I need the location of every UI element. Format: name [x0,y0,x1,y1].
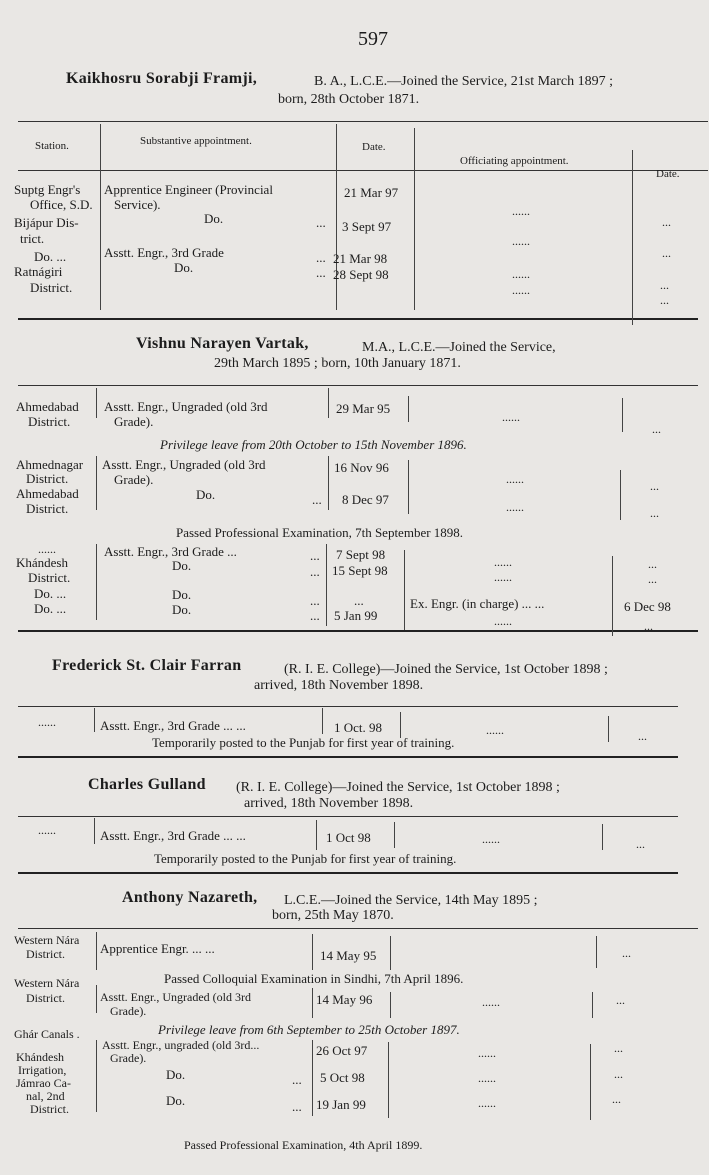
station-cell: nal, 2nd [26,1089,65,1103]
page-number: 597 [358,28,388,50]
table-2-col-rule [408,396,409,422]
entry-4-details: (R. I. E. College)—Joined the Service, 1st October 1898 ; [236,780,560,795]
entry-4-name: Charles Gulland [88,776,206,793]
table-2-col-rule [96,388,97,418]
off-date-cell: ... [650,506,659,520]
date-cell: 26 Oct 97 [316,1043,368,1058]
table-4-col-rule [316,820,317,850]
officiating-cell: ...... [478,1096,496,1110]
station-cell: Khándesh [16,1050,64,1064]
officiating-cell: ...... [494,614,512,628]
table-2-col-rule [622,398,623,432]
date-cell: 14 May 96 [316,992,373,1007]
table-4-top-rule [18,816,678,817]
table-3-col-rule [608,716,609,742]
table-5-col-rule [590,1044,591,1120]
date-cell: 1 Oct 98 [326,830,371,845]
appointment-cell: Grade). [110,1051,147,1065]
exam-note: Passed Professional Examination, 7th September 1898. [176,525,464,540]
station-cell: ...... [38,715,56,729]
date-cell: 28 Sept 98 [333,267,389,282]
table-2-col-rule [328,456,329,510]
dots: ... [310,564,320,579]
date-cell: 3 Sept 97 [342,219,392,234]
entry-3-details2: arrived, 18th November 1898. [254,678,424,693]
table-5-col-rule [96,985,97,1013]
officiating-cell: Ex. Engr. (in charge) ... ... [410,596,545,611]
dots: ... [292,1099,302,1114]
station-cell: Ghár Canals . [14,1027,80,1041]
entry-4-details2: arrived, 18th November 1898. [244,796,414,811]
table-1-col-rule [414,128,415,310]
table-5-col-rule [390,936,391,970]
table-2-col-rule [326,544,327,626]
date-cell: 21 Mar 98 [333,251,388,266]
table-4-col-rule [394,822,395,848]
appointment-cell: Do. [172,558,192,573]
table-2-col-rule [328,388,329,418]
officiating-cell: ...... [512,267,530,281]
officiating-cell: ...... [494,555,512,569]
dots: ... [316,215,326,230]
entry-1-name: Kaikhosru Sorabji Framji, [66,70,258,87]
appointment-cell: Asstt. Engr., Ungraded (old 3rd [102,457,266,472]
off-date-cell: ... [650,479,659,493]
station-cell: Khándesh [16,555,68,570]
off-date-cell: ... [648,557,657,571]
dots: ... [292,1072,302,1087]
table-2-col-rule [96,544,97,620]
appointment-cell: Asstt. Engr., 3rd Grade [104,245,224,260]
table-3-col-rule [322,708,323,734]
station-cell: District. [28,570,71,585]
appointment-cell: Asstt. Engr., Ungraded (old 3rd [100,990,251,1004]
dots: ... [310,548,320,563]
station-cell: District. [26,471,69,486]
station-cell: Ahmedabad [16,399,79,414]
off-date-cell: ... [622,946,631,960]
dots: ... [316,250,326,265]
officiating-cell: ...... [506,500,524,514]
leave-note: Privilege leave from 20th October to 15th November 1896. [160,437,467,452]
appointment-cell: Service). [114,197,161,212]
posting-note: Temporarily posted to the Punjab for first year of training. [154,851,457,866]
date-cell: 21 Mar 97 [344,185,399,200]
dots: ... [316,265,326,280]
date-cell: 5 Jan 99 [334,608,378,623]
appointment-cell: Apprentice Engr. ... ... [100,941,215,956]
date-cell: 14 May 95 [320,948,377,963]
footer-note: Passed Professional Examination, 4th April 1899. [184,1138,423,1152]
appointment-cell: Do. [172,587,192,602]
officiating-cell: ...... [502,410,520,424]
station-cell: Western Nára [14,933,80,947]
off-date-cell: ... [614,1041,623,1055]
station-cell: Ahmednagar [16,457,84,472]
station-cell: Do. ... [34,601,67,616]
date-cell: 29 Mar 95 [336,401,391,416]
date-cell: 19 Jan 99 [316,1097,366,1112]
appointment-cell: Asstt. Engr., 3rd Grade ... ... [100,828,246,843]
table-4-bottom-rule [18,872,678,874]
entry-5-name: Anthony Nazareth, [122,889,258,906]
date-cell: ... [354,593,364,608]
station-cell: Ahmedabad [16,486,79,501]
station-cell: trict. [20,231,45,246]
table-2-col-rule [612,556,613,636]
entry-2-details2: 29th March 1895 ; born, 10th January 1871. [214,356,461,371]
colloquial-note: Passed Colloquial Examination in Sindhi, 7th April 1896. [164,971,464,986]
off-date-cell: ... [660,278,669,292]
appointment-cell: Grade). [114,414,154,429]
col-header-officiating: Officiating appointment. [460,155,569,167]
date-cell: 7 Sept 98 [336,547,386,562]
date-cell: 15 Sept 98 [332,563,388,578]
entry-1-details: B. A., L.C.E.—Joined the Service, 21st March 1897 ; [314,74,614,89]
officiating-cell: ...... [478,1046,496,1060]
date-cell: 5 Oct 98 [320,1070,365,1085]
appointment-cell: Do. [166,1093,186,1108]
col-header-substantive: Substantive appointment. [140,135,252,147]
table-5-col-rule [312,1040,313,1116]
table-1-bottom-rule [18,318,698,320]
table-1-top-rule [18,121,708,122]
dots: ... [310,608,320,623]
off-date-cell: ... [636,837,645,851]
table-3-bottom-rule [18,756,678,758]
off-date-cell: ... [660,293,669,307]
off-date-cell: ... [662,246,671,260]
off-date-cell: ... [616,993,625,1007]
station-cell: Do. ... [34,586,67,601]
leave-note: Privilege leave from 6th September to 25th October 1897. [158,1022,460,1037]
appointment-cell: Asstt. Engr., 3rd Grade ... ... [100,718,246,733]
station-cell: District. [26,947,65,961]
table-3-top-rule [18,706,678,707]
station-cell: District. [30,280,73,295]
table-3-col-rule [94,708,95,732]
appointment-cell: Do. [204,211,224,226]
date-cell: 16 Nov 96 [334,460,389,475]
table-5-col-rule [390,992,391,1018]
off-date-cell: ... [614,1067,623,1081]
posting-note: Temporarily posted to the Punjab for first year of training. [152,735,455,750]
off-date-cell: ... [644,619,653,633]
appointment-cell: Asstt. Engr., Ungraded (old 3rd [104,399,268,414]
table-5-top-rule [18,928,698,929]
table-1-col-rule [100,124,101,310]
table-2-col-rule [96,456,97,510]
table-5-col-rule [596,936,597,968]
station-cell: Western Nára [14,976,80,990]
station-cell: Bijápur Dis- [14,215,79,230]
col-header-off-date: Date. [656,168,680,180]
table-4-col-rule [94,818,95,844]
appointment-cell: Grade). [110,1004,147,1018]
entry-3-name: Frederick St. Clair Farran [52,657,242,674]
table-1-col-rule [632,150,633,325]
entry-5-details: L.C.E.—Joined the Service, 14th May 1895 ; [284,893,538,908]
table-5-col-rule [312,988,313,1018]
table-2-top-rule [18,385,698,386]
station-cell: Suptg Engr's [14,182,81,197]
entry-5-details2: born, 25th May 1870. [272,908,394,923]
off-date-cell: ... [638,729,647,743]
station-cell: Ratnágiri [14,264,63,279]
off-date-cell: ... [652,422,661,436]
appointment-cell: Asstt. Engr., ungraded (old 3rd... [102,1038,260,1052]
station-cell: District. [30,1102,69,1116]
date-cell: 8 Dec 97 [342,492,389,507]
dots: ... [312,492,322,507]
officiating-cell: ...... [482,995,500,1009]
station-cell: Office, S.D. [30,197,93,212]
station-cell: District. [26,501,69,516]
off-date-cell: ... [648,572,657,586]
station-cell: District. [26,991,65,1005]
table-1-col-rule [336,124,337,310]
appointment-cell: Grade). [114,472,154,487]
table-1-head-rule [18,170,708,171]
appointment-cell: Do. [166,1067,186,1082]
table-2-bottom-rule [18,630,698,632]
appointment-cell: Do. [172,602,192,617]
col-header-date: Date. [362,141,386,153]
appointment-cell: Do. [174,260,194,275]
appointment-cell: Asstt. Engr., 3rd Grade ... [104,544,237,559]
station-cell: ...... [38,823,56,837]
table-2-col-rule [408,460,409,514]
table-4-col-rule [602,824,603,850]
officiating-cell: ...... [512,204,530,218]
officiating-cell: ...... [506,472,524,486]
dots: ... [310,593,320,608]
entry-1-details2: born, 28th October 1871. [278,92,420,107]
officiating-cell: ...... [512,283,530,297]
station-cell: Irrigation, [18,1063,67,1077]
table-5-col-rule [96,932,97,970]
off-date-cell: ... [612,1092,621,1106]
entry-2-name: Vishnu Narayen Vartak, [136,335,309,352]
entry-2-details: M.A., L.C.E.—Joined the Service, [362,340,556,355]
table-2-col-rule [404,550,405,630]
table-5-col-rule [96,1040,97,1112]
officiating-cell: ...... [494,570,512,584]
appointment-cell: Do. [196,487,216,502]
officiating-cell: ...... [512,234,530,248]
entry-3-details: (R. I. E. College)—Joined the Service, 1st October 1898 ; [284,662,608,677]
table-5-col-rule [388,1042,389,1118]
officiating-cell: ...... [482,832,500,846]
col-header-station: Station. [35,140,69,152]
table-2-col-rule [620,470,621,520]
table-5-col-rule [592,992,593,1018]
station-cell: ...... [38,542,56,556]
off-date-cell: 6 Dec 98 [624,599,671,614]
off-date-cell: ... [662,215,671,229]
officiating-cell: ...... [478,1071,496,1085]
table-5-col-rule [312,934,313,970]
station-cell: District. [28,414,71,429]
station-cell: Do. ... [34,249,67,264]
station-cell: Jámrao Ca- [16,1076,71,1090]
appointment-cell: Apprentice Engineer (Provincial [104,182,273,197]
date-cell: 1 Oct. 98 [334,720,383,735]
officiating-cell: ...... [486,723,504,737]
